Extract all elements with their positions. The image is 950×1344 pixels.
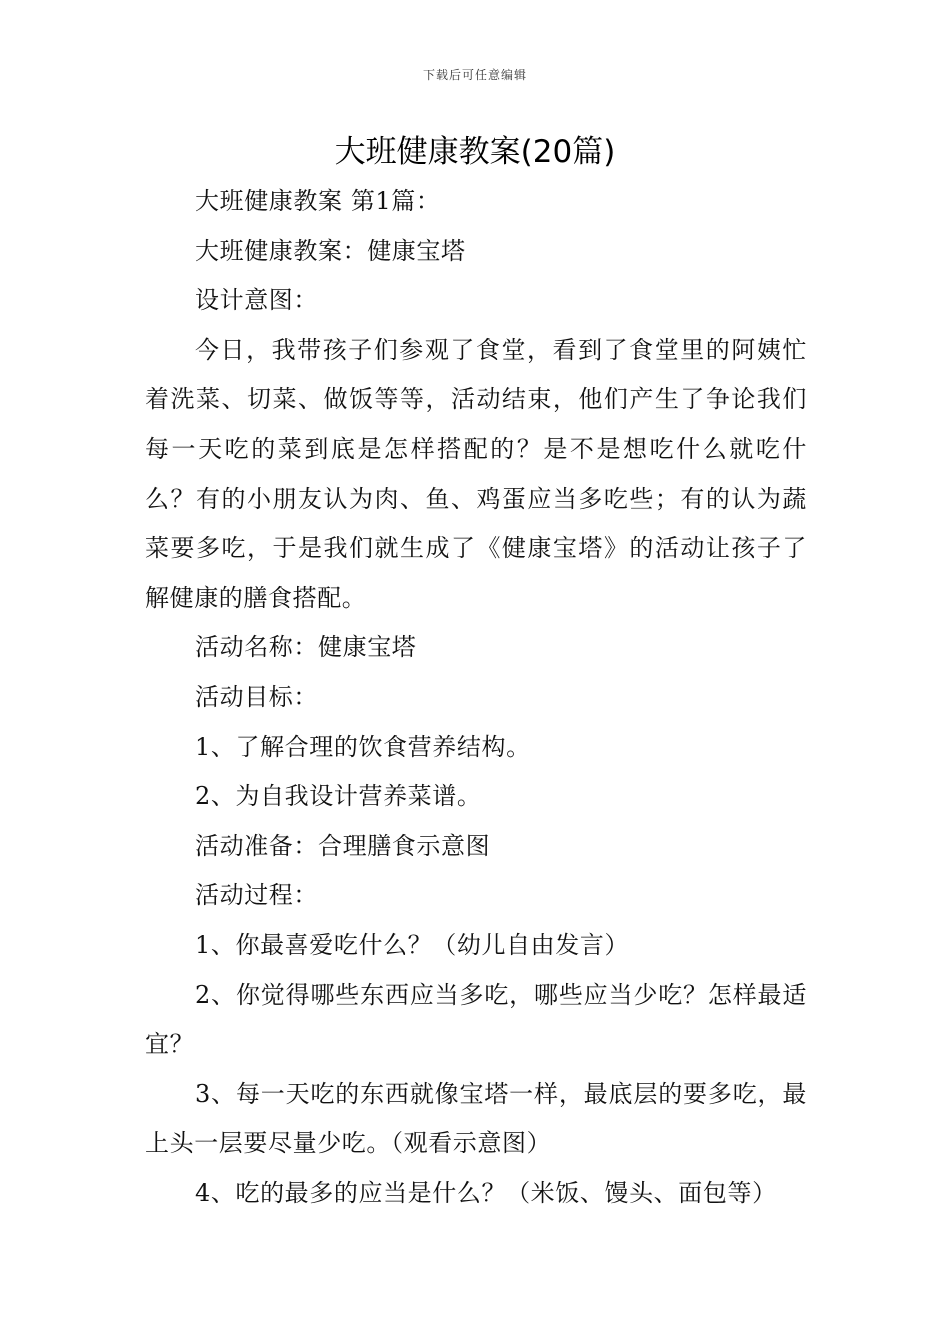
- design-intent-paragraph: 今日，我带孩子们参观了食堂，看到了食堂里的阿姨忙着洗菜、切菜、做饭等等，活动结束，他们产生了争论我们每一天吃的菜到底是怎样搭配的？是不是想吃什么就吃什么？有的小朋友认为肉、鱼、鸡蛋应当多吃些；有的认为蔬菜要多吃，于是我们就生成了《健康宝塔》的活动让孩子了解健康的膳食搭配。: [145, 335, 807, 612]
- process-step-1: 1、你最喜爱吃什么？（幼儿自由发言）: [195, 930, 630, 959]
- document-body: [145, 177, 807, 1218]
- goal-item-2: 2、为自我设计营养菜谱。: [195, 782, 482, 811]
- design-intent-label: 设计意图：: [195, 286, 318, 315]
- activity-process-label: 活动过程：: [195, 881, 318, 910]
- section-heading: 大班健康教案 第1篇：: [195, 187, 441, 215]
- activity-name: 活动名称：健康宝塔: [195, 633, 417, 662]
- page-header-note: 下载后可任意编辑: [422, 68, 527, 82]
- document-title: 大班健康教案(20篇): [334, 134, 616, 170]
- process-step-4: 4、吃的最多的应当是什么？（米饭、馒头、面包等）: [195, 1178, 777, 1207]
- goal-item-1: 1、了解合理的饮食营养结构。: [195, 732, 531, 761]
- lesson-title: 大班健康教案：健康宝塔: [195, 236, 466, 265]
- process-step-3: 3、每一天吃的东西就像宝塔一样，最底层的要多吃，最上头一层要尽量少吃。（观看示意图）: [145, 1079, 807, 1158]
- process-step-2: 2、你觉得哪些东西应当多吃，哪些应当少吃？怎样最适宜？: [145, 980, 807, 1059]
- activity-preparation: 活动准备：合理膳食示意图: [195, 831, 491, 860]
- activity-goals-label: 活动目标：: [195, 682, 318, 711]
